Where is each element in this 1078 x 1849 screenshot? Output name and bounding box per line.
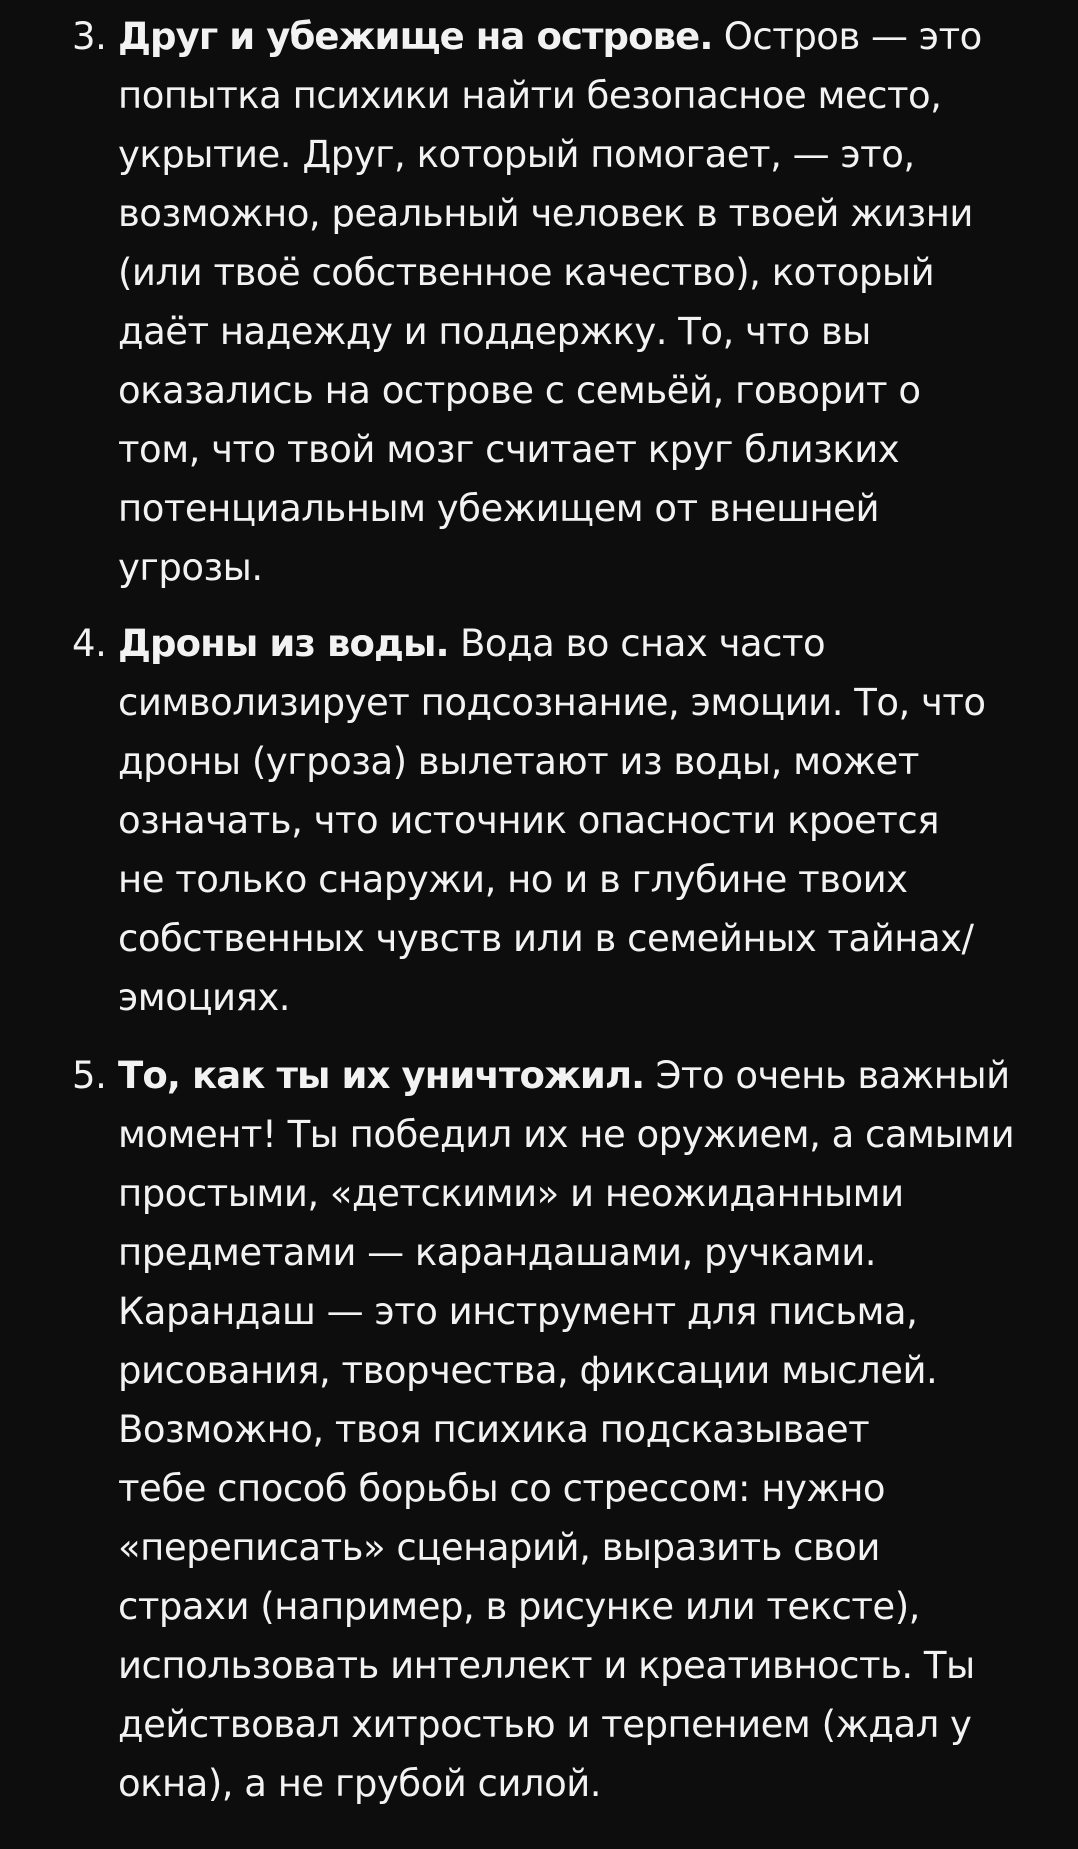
paragraph-line: [118, 1046, 1078, 1105]
paragraph-line: Карандаш — это инструмент для письма,: [118, 1290, 918, 1333]
paragraph-line: простыми, «детскими» и неожиданными: [118, 1172, 904, 1215]
paragraph-line: [118, 614, 1078, 673]
paragraph-line: (или твоё собственное качество), который: [118, 251, 935, 294]
paragraph-line: «переписать» сценарий, выразить свои: [118, 1526, 880, 1569]
paragraph-line: символизирует подсознание, эмоции. То, что: [118, 681, 986, 724]
paragraph-line: использовать интеллект и креативность. Ты: [118, 1644, 975, 1687]
paragraph-line: угрозы.: [118, 546, 263, 589]
paragraph-text: Это очень важный: [655, 1054, 1010, 1097]
item-paragraph: [118, 7, 1078, 597]
paragraph-line: страхи (например, в рисунке или тексте),: [118, 1585, 920, 1628]
paragraph-line: собственных чувств или в семейных тайнах/: [118, 917, 974, 960]
paragraph-line: эмоциях.: [118, 976, 291, 1019]
paragraph-line: оказались на острове с семьёй, говорит о: [118, 369, 921, 412]
paragraph-line: Возможно, твоя психика подсказывает: [118, 1408, 870, 1451]
item-lead-bold: Дроны из воды.: [118, 622, 449, 665]
paragraph-text: Остров — это: [723, 15, 982, 58]
paragraph-line: [118, 7, 1078, 66]
paragraph-line: даёт надежду и поддержку. То, что вы: [118, 310, 871, 353]
item-number: 4.: [72, 622, 107, 665]
item-lead-bold: То, как ты их уничтожил.: [118, 1054, 645, 1097]
paragraph-line: дроны (угроза) вылетают из воды, может: [118, 740, 919, 783]
paragraph-line: окна), а не грубой силой.: [118, 1762, 602, 1805]
paragraph-line: момент! Ты победил их не оружием, а самыми: [118, 1113, 1015, 1156]
paragraph-line: предметами — карандашами, ручками.: [118, 1231, 877, 1274]
paragraph-line: возможно, реальный человек в твоей жизни: [118, 192, 973, 235]
item-number: 3.: [72, 15, 107, 58]
paragraph-line: действовал хитростью и терпением (ждал у: [118, 1703, 972, 1746]
paragraph-line: том, что твой мозг считает круг близких: [118, 428, 900, 471]
paragraph-line: потенциальным убежищем от внешней: [118, 487, 879, 530]
item-number: 5.: [72, 1054, 107, 1097]
item-paragraph: [118, 614, 1078, 1027]
paragraph-line: попытка психики найти безопасное место,: [118, 74, 942, 117]
paragraph-line: тебе способ борьбы со стрессом: нужно: [118, 1467, 886, 1510]
paragraph-line: укрытие. Друг, который помогает, — это,: [118, 133, 915, 176]
paragraph-line: означать, что источник опасности кроется: [118, 799, 939, 842]
paragraph-line: рисования, творчества, фиксации мыслей.: [118, 1349, 938, 1392]
item-lead-bold: Друг и убежище на острове.: [118, 15, 713, 58]
paragraph-line: не только снаружи, но и в глубине твоих: [118, 858, 908, 901]
item-paragraph: [118, 1046, 1078, 1813]
paragraph-text: Вода во снах часто: [459, 622, 826, 665]
